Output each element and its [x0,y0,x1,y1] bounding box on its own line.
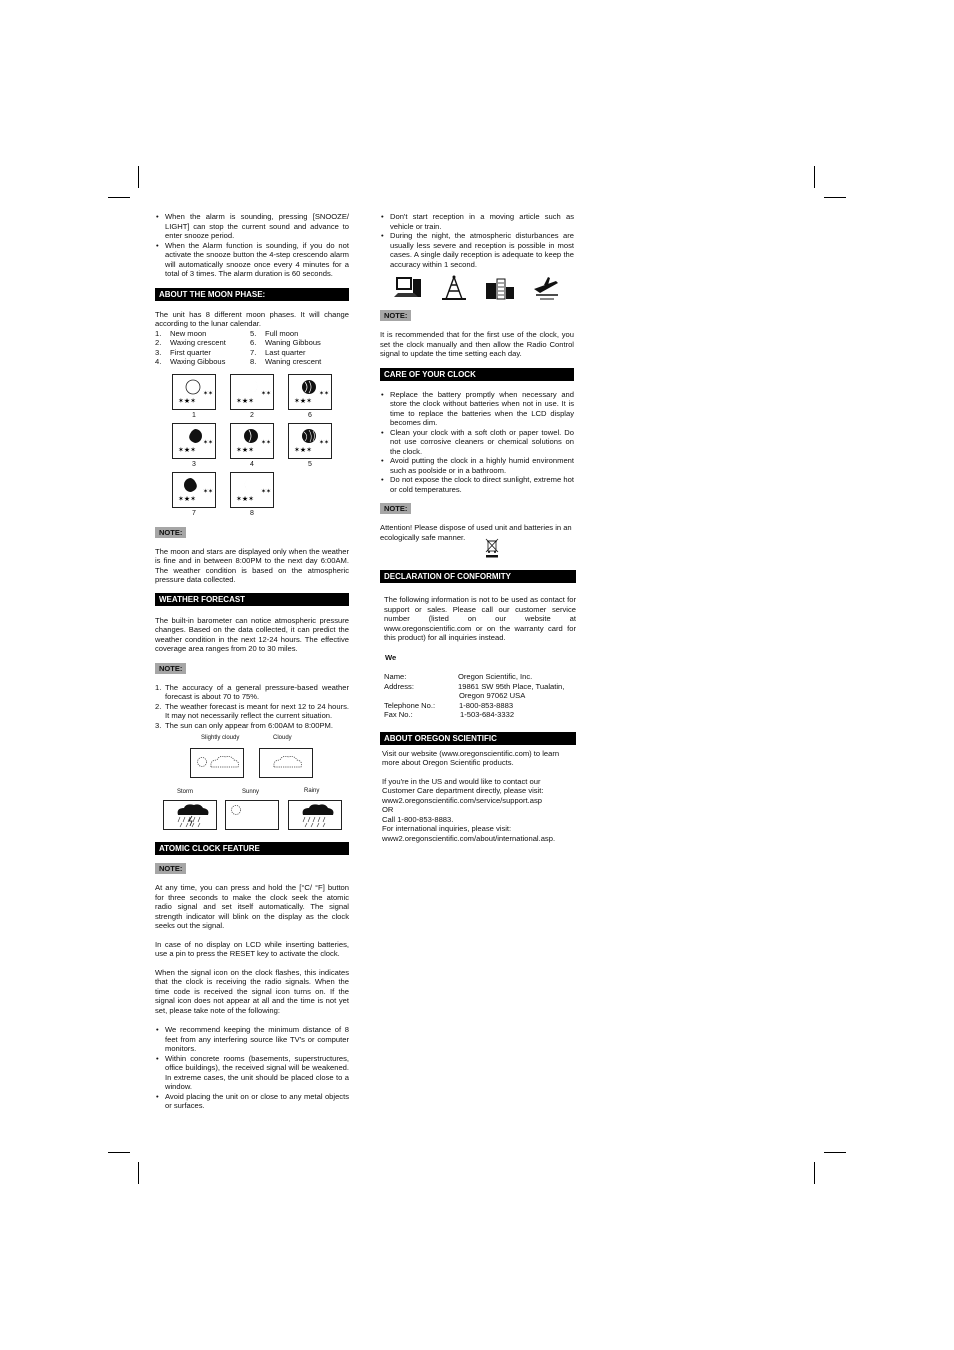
about-text: Visit our website (www.oregonscientific.com) to learn more about Oregon Scientific products. [382,748,560,767]
about-heading: ABOUT OREGON SCIENTIFIC [380,732,576,745]
moon-note: The moon and stars are displayed only when the weather is fine and in between 8:00PM to the next day 6:00AM. The weather condition is based on the atmospheric pressure data collected. [155,546,349,584]
list-item: 1. The accuracy of a general pressure-based weather forecast is about 70 to 75%. [155,682,349,701]
crop-mark [824,197,846,198]
moon-phase-cell [288,374,332,421]
new-moon-icon [172,374,216,410]
moon-phase-cell [230,472,274,519]
weather-label-rainy: Rainy [304,788,320,794]
note-label: NOTE: [380,503,411,514]
left-column [155,212,349,1111]
weather-label-cloudy: Cloudy [273,735,292,741]
svg-text:✶★✶: ✶★✶ [236,495,255,503]
crop-mark [814,166,815,188]
detail-label [384,691,458,701]
list-item: Waxing Gibbous [170,357,226,366]
detail-value: Oregon 97062 USA [459,691,526,700]
contact-line: For international inquiries, please visit: [382,824,512,833]
detail-value: 19861 SW 95th Place, Tualatin, [458,681,565,691]
list-number: 6. [250,338,257,347]
right-column-lower [380,570,576,843]
moon-phase-number: 4 [250,460,254,468]
svg-text:✶★✶: ✶★✶ [294,446,313,454]
moon-phase-cell [288,423,332,470]
list-item: 2. The weather forecast is meant for next 12 to 24 hours. It may not necessarily reflect the current situation. [155,701,349,720]
waxing-crescent-icon [230,374,274,410]
list-item: 3. The sun can only appear from 6:00AM to 8:00PM. [155,720,333,730]
atomic-bullets [155,1025,349,1111]
declaration-we: We [385,652,397,662]
atomic-paragraph: When the signal icon on the clock flashes, this indicates that the clock is receiving the radio signals. When the time code is received the signal icon turns on. If the signal icon does not appear at all and the time is not yet set, please take note of the following: [155,967,349,1015]
note-paragraph: It is recommended that for the first use of the clock, you set the clock manually and then allow the Radio Control signal to update the time setting each day. [380,330,574,358]
detail-label: Name: [384,672,407,681]
list-item: • Within concrete rooms (basements, superstructures, office buildings), the received signal will be weakened. In extreme cases, the unit should be placed close to a window. [155,1054,349,1092]
list-item: Last quarter [265,347,306,357]
list-number: 3. [155,347,162,357]
moon-intro: The unit has 8 different moon phases. It will change according to the lunar calendar. [155,309,349,328]
full-moon-icon [288,423,332,459]
international-url[interactable]: www2.oregonscientific.com/about/international.asp. [382,833,556,843]
list-item: Waning Gibbous [265,338,321,347]
moon-phase-list [155,329,349,367]
weather-label-sunny: Sunny [242,789,260,795]
crop-mark [138,1162,139,1184]
list-item: • When the Alarm function is sounding, if you do not activate the snooze button the 4-step crescendo alarm will automatically snooze once every 4 minutes for a total of 3 times. The alarm duration is 60 seconds. [155,241,349,279]
list-item: • We recommend keeping the minimum distance of 8 feet from any interfering source like TV's or computer monitors. [155,1025,349,1054]
crop-mark [814,1162,815,1184]
list-item: • Do not expose the clock to direct sunlight, extreme hot or cold temperatures. [380,475,574,494]
weather-label-slightly-cloudy: Slightly cloudy [201,735,240,741]
moon-phase-heading: ABOUT THE MOON PHASE: [155,288,349,301]
moon-phase-cell [172,374,216,421]
atomic-clock-heading: ATOMIC CLOCK FEATURE [155,842,349,855]
rainy-icon [288,800,342,830]
svg-text:✶★✶: ✶★✶ [294,397,313,405]
crop-mark [138,166,139,188]
alarm-bullets [155,212,349,279]
list-item: • Avoid placing the unit on or close to any metal objects or surfaces. [155,1092,349,1111]
detail-value: 1-800-853-8883 [459,700,514,710]
weather-intro: The built-in barometer can notice atmospheric pressure changes. Based on the data collected, it can predict the weather condition in the next 12-24 hours. The effective coverage area ranges from 20 to 30 miles. [155,615,349,653]
list-number: 5. [250,328,257,338]
weather-icons [155,734,349,840]
weather-forecast-heading: WEATHER FORECAST [155,593,349,606]
moon-phase-number: 3 [192,460,196,468]
moon-phase-number: 1 [192,411,196,419]
note-label: NOTE: [155,663,186,674]
moon-phase-cell [230,374,274,421]
crop-mark [824,1152,846,1153]
phone-number: Call 1-800-853-8883. [382,814,454,824]
airplane-icon [530,275,562,301]
moon-phase-icons [172,374,349,519]
list-item: • During the night, the atmospheric disturbances are usually less severe and reception is possible in most cases. A single daily reception is adequate to keep the accuracy within 1 second. [380,231,574,269]
tower-icon [438,275,470,301]
svg-text:✶★✶: ✶★✶ [178,495,197,503]
svg-text:✶✶: ✶✶ [261,488,272,495]
moon-phase-number: 5 [308,460,312,468]
weather-label-storm: Storm [177,789,194,795]
attention-text: Attention! Please dispose of used unit and batteries in an ecologically safe manner. [380,523,572,542]
detail-label: Telephone No.: [384,700,436,710]
crop-mark [108,1152,130,1153]
svg-text:✶★✶: ✶★✶ [236,446,255,454]
list-item: New moon [170,328,207,338]
moon-phase-cell [172,423,216,470]
svg-text:✶✶: ✶✶ [203,488,214,495]
reception-bullets [380,212,574,269]
list-number: 2. [155,338,162,347]
list-item: • Avoid putting the clock in a highly humid environment such as poolside or in a bathroom. [380,456,574,475]
care-bullets [380,390,574,495]
list-item: First quarter [170,347,211,357]
list-number: 7. [250,347,257,357]
svg-text:✶✶: ✶✶ [319,390,330,397]
svg-text:✶✶: ✶✶ [203,390,214,397]
slightly-cloudy-icon [190,748,244,778]
moon-phase-number: 7 [192,509,196,517]
list-item: • Clean your clock with a soft cloth or paper towel. Do not use corrosive cleaners or chemical solutions on the clock. [380,428,574,457]
list-item: Waxing crescent [170,338,226,347]
last-quarter-icon [172,472,216,508]
detail-value: Oregon Scientific, Inc. [458,672,533,681]
storm-icon [163,800,217,830]
list-item: Waning crescent [265,357,322,366]
attention-paragraph [380,523,574,542]
contact-line: OR [382,805,394,814]
svg-text:✶✶: ✶✶ [261,390,272,397]
contact-line: Customer Care department directly, please visit: [382,786,544,795]
detail-label: Fax No.: [384,710,413,719]
first-quarter-icon [172,423,216,459]
care-heading: CARE OF YOUR CLOCK [380,368,574,381]
interference-illustrations [392,275,574,301]
list-number: 1. [155,328,162,338]
declaration-text: The following information is not to be used as contact for support or sales. Please call our customer service number (listed on our website at www.oregonscientific.com or on the warranty card for this product) for all inquiries instead. [384,595,576,642]
moon-phase-number: 8 [250,509,254,517]
support-url[interactable]: www2.oregonscientific.com/service/support.asp [382,795,542,805]
list-item: • Don't start reception in a moving article such as vehicle or train. [380,212,574,231]
list-item: Full moon [265,328,299,338]
weather-notes [155,683,349,731]
svg-text:✶✶: ✶✶ [261,439,272,446]
detail-label: Address: [384,681,414,691]
svg-text:✶✶: ✶✶ [319,439,330,446]
atomic-paragraph: At any time, you can press and hold the [°C/ °F] button for three seconds to make the clock seek the atomic radio signal and set itself automatically. The signal strength indicator will blink on the display as the clock seeks out the signal. [155,883,349,930]
cloudy-icon [259,748,313,778]
atomic-paragraph: In case of no display on LCD while inserting batteries, use a pin to press the RESET key to activate the clock. [155,939,349,958]
svg-text:✶★✶: ✶★✶ [178,446,197,454]
waxing-gibbous-icon [230,423,274,459]
list-number: 8. [250,357,257,366]
moon-phase-number: 2 [250,411,254,419]
note-label: NOTE: [380,310,411,321]
declaration-details [384,672,576,720]
declaration-heading: DECLARATION OF CONFORMITY [380,570,576,583]
list-item: • When the alarm is sounding, pressing [SNOOZE/ LIGHT] can stop the current sound and advance to enter snooze period. [155,212,349,241]
sunny-icon [225,800,279,830]
tv-computer-icon [392,275,424,301]
svg-text:✶✶: ✶✶ [203,439,214,446]
list-item: • Replace the battery promptly when necessary and store the clock without batteries when not in use. It is time to replace the batteries when the LCD display becomes dim. [380,390,574,428]
list-number: 4. [155,357,162,366]
waning-crescent-icon [230,472,274,508]
svg-text:✶★✶: ✶★✶ [178,397,197,405]
note-label: NOTE: [155,863,186,874]
recycle-bin-icon [484,538,500,558]
moon-phase-number: 6 [308,411,312,419]
contact-block [382,777,576,844]
moon-phase-cell [172,472,216,519]
building-icon [484,275,516,301]
detail-value: 1-503-684-3332 [460,710,515,719]
note-label: NOTE: [155,527,186,538]
crop-mark [108,197,130,198]
waning-gibbous-icon [288,374,332,410]
svg-text:✶★✶: ✶★✶ [236,397,255,405]
right-column [380,212,574,558]
contact-line: If you're in the US and would like to contact our [382,776,541,786]
moon-phase-cell [230,423,274,470]
